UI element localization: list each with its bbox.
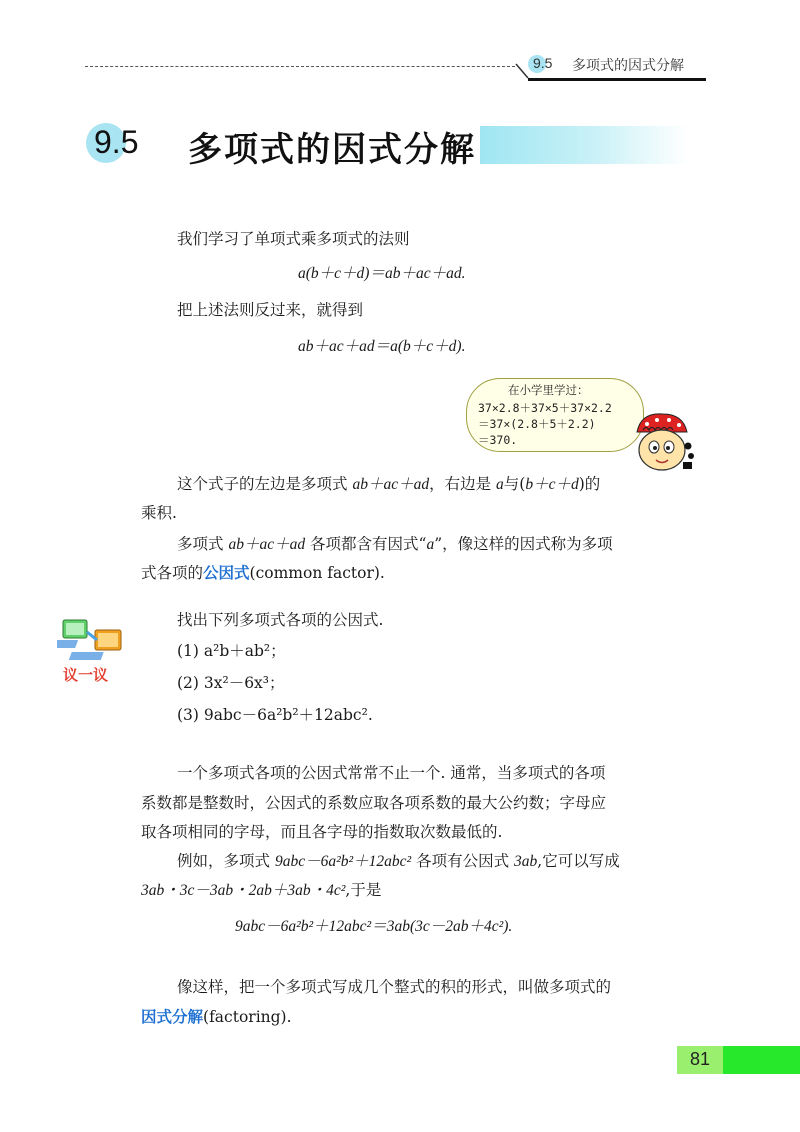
paragraph-1: 我们学习了单项式乘多项式的法则 [177, 230, 410, 248]
discuss-item-1: (1) a²b＋ab²； [177, 642, 286, 660]
term-common-factor: 公因式 [203, 563, 250, 582]
discuss-intro: 找出下列多项式各项的公因式. [177, 611, 384, 629]
paragraph-5-line-1: 一个多项式各项的公因式常常不止一个. 通常，当多项式的各项 [177, 764, 606, 782]
teacher-cartoon-icon [633, 410, 699, 482]
header-rule [528, 78, 706, 81]
formula-2: ab＋ac＋ad＝a(b＋c＋d). [298, 338, 466, 355]
title-section-number: 9.5 [94, 124, 139, 160]
paragraph-4-line-2: 式各项的公因式(common factor). [141, 563, 385, 582]
paragraph-5-line-3: 取各项相同的字母，而且各字母的指数取次数最低的. [141, 823, 503, 841]
formula-3: 9abc－6a²b²＋12abc²＝3ab(3c－2ab＋4c²). [235, 918, 513, 935]
paragraph-6-line-2: 3ab・3c－3ab・2ab＋3ab・4c²,于是 [141, 881, 382, 899]
term-factoring: 因式分解 [141, 1007, 204, 1026]
header-dashed-line [85, 66, 515, 67]
page-number: 81 [690, 1049, 711, 1069]
paragraph-7-line-2: 因式分解(factoring). [141, 1007, 292, 1026]
discuss-item-2: (2) 3x²－6x³； [177, 674, 285, 692]
paragraph-6-line-1: 例如，多项式 9abc－6a²b²＋12abc² 各项有公因式 3ab,它可以写成 [177, 852, 620, 870]
paragraph-7-line-1: 像这样，把一个多项式写成几个整式的积的形式，叫做多项式的 [177, 978, 612, 996]
bubble-line-2: ＝37×(2.8＋5＋2.2) [478, 417, 596, 431]
discuss-computers-icon [57, 610, 127, 664]
paragraph-3-line-2: 乘积. [141, 504, 177, 522]
paragraph-2: 把上述法则反过来，就得到 [177, 301, 364, 319]
formula-1: a(b＋c＋d)＝ab＋ac＋ad. [298, 265, 466, 282]
discuss-label: 议一议 [63, 666, 109, 684]
title-highlight-band [480, 126, 688, 164]
bubble-line-1: 37×2.8＋37×5＋37×2.2 [478, 401, 612, 415]
paragraph-3-line-1: 这个式子的左边是多项式 ab＋ac＋ad，右边是 a与(b＋c＋d)的 [177, 475, 601, 493]
page-title: 多项式的因式分解 [188, 130, 476, 170]
paragraph-4-line-1: 多项式 ab＋ac＋ad 各项都含有因式“a”，像这样的因式称为多项 [177, 535, 613, 553]
discuss-item-3: (3) 9abc－6a²b²＋12abc². [177, 706, 373, 724]
page-number-bar [723, 1046, 800, 1074]
bubble-heading: 在小学里学过： [508, 383, 589, 397]
header-section-title: 多项式的因式分解 [572, 58, 684, 74]
bubble-line-3: ＝370. [478, 433, 518, 447]
header-section-number: 9.5 [533, 55, 553, 71]
paragraph-5-line-2: 系数都是整数时，公因式的系数应取各项系数的最大公约数；字母应 [141, 794, 607, 812]
